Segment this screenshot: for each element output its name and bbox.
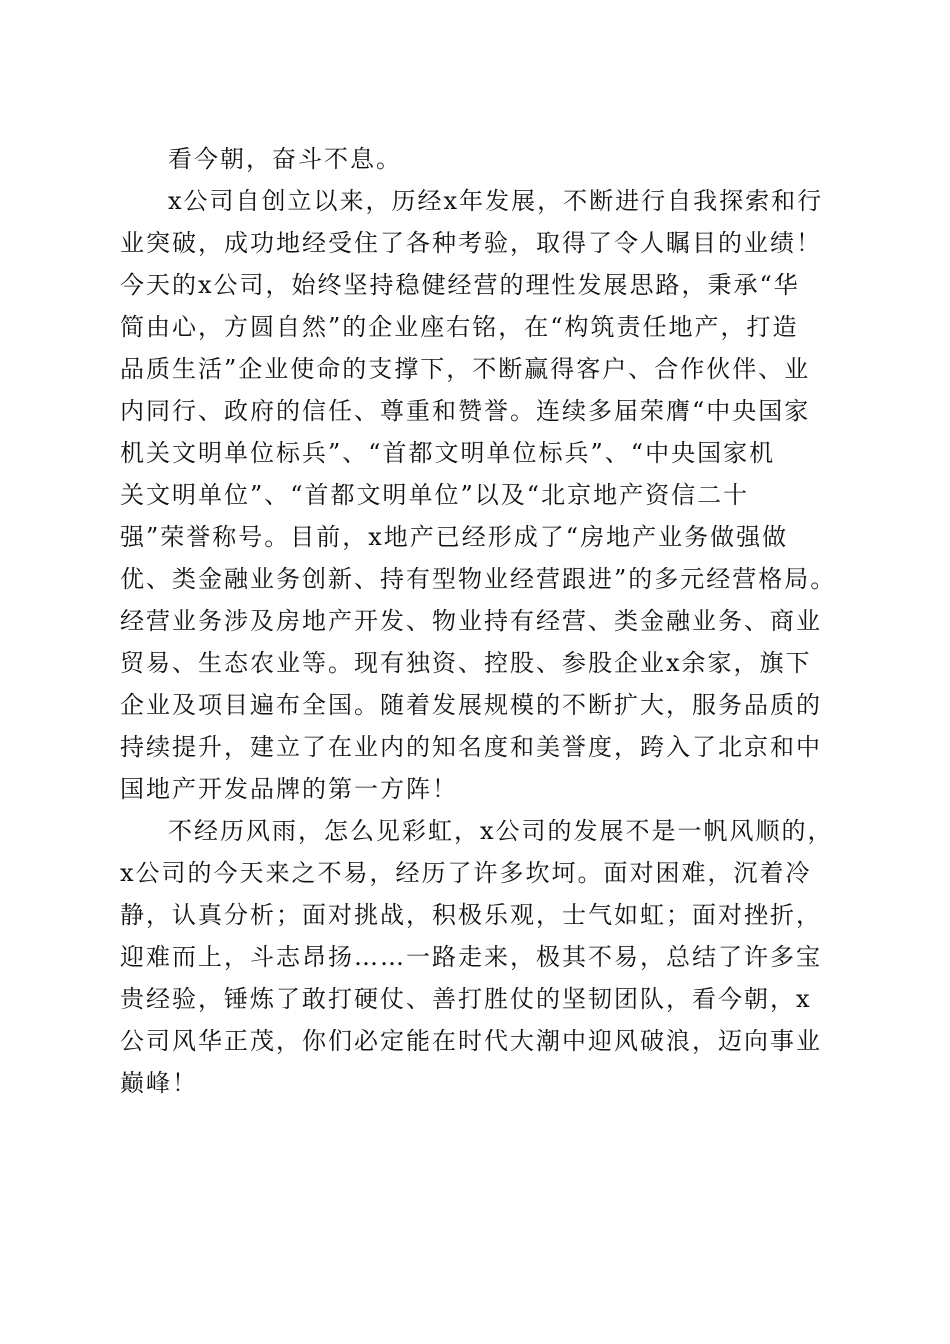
paragraph-2-line-11: 经营业务涉及房地产开发、物业持有经营、类金融业务、商业 xyxy=(120,607,822,635)
paragraph-1-line-1: 看今朝，奋斗不息。 xyxy=(168,145,402,173)
paragraph-2-line-7: 机关文明单位标兵”、“首都文明单位标兵”、“中央国家机 xyxy=(120,439,776,467)
paragraph-3-line-1: 不经历风雨，怎么见彩虹，x公司的发展不是一帆风顺的， xyxy=(168,817,834,845)
paragraph-2-line-15: 国地产开发品牌的第一方阵！ xyxy=(120,775,458,803)
document-body xyxy=(120,138,840,1104)
paragraph-2-line-5: 品质生活”企业使命的支撑下，不断赢得客户、合作伙伴、业 xyxy=(120,355,811,383)
paragraph-2-line-2: 业突破，成功地经受住了各种考验，取得了令人瞩目的业绩！ xyxy=(120,229,822,257)
paragraph-2-line-1: x公司自创立以来，历经x年发展，不断进行自我探索和行 xyxy=(168,187,824,215)
paragraph-3-line-5: 贵经验，锤炼了敢打硬仗、善打胜仗的坚韧团队，看今朝，x xyxy=(120,985,812,1013)
paragraph-2-line-9: 强”荣誉称号。目前，x地产已经形成了“房地产业务做强做 xyxy=(120,523,789,551)
paragraph-2-line-6: 内同行、政府的信任、尊重和赞誉。连续多届荣膺“中央国家 xyxy=(120,397,811,425)
paragraph-3-line-6: 公司风华正茂，你们必定能在时代大潮中迎风破浪，迈向事业 xyxy=(120,1027,822,1055)
paragraph-3-line-4: 迎难而上，斗志昂扬……一路走来，极其不易，总结了许多宝 xyxy=(120,943,822,971)
paragraph-3-line-3: 静，认真分析；面对挑战，积极乐观，士气如虹；面对挫折， xyxy=(120,901,822,929)
paragraph-2-line-14: 持续提升，建立了在业内的知名度和美誉度，跨入了北京和中 xyxy=(120,733,822,761)
paragraph-3-line-7: 巅峰！ xyxy=(120,1069,198,1097)
paragraph-2-line-4: 简由心，方圆自然”的企业座右铭，在“构筑责任地产，打造 xyxy=(120,313,799,341)
paragraph-3-line-2: x公司的今天来之不易，经历了许多坎坷。面对困难，沉着冷 xyxy=(120,859,812,887)
paragraph-2-line-10: 优、类金融业务创新、持有型物业经营跟进”的多元经营格局。 xyxy=(120,565,837,593)
paragraph-2-line-3: 今天的x公司，始终坚持稳健经营的理性发展思路，秉承“华 xyxy=(120,271,800,299)
paragraph-2-line-13: 企业及项目遍布全国。随着发展规模的不断扩大，服务品质的 xyxy=(120,691,822,719)
paragraph-2-line-12: 贸易、生态农业等。现有独资、控股、参股企业x余家，旗下 xyxy=(120,649,812,677)
paragraph-2-line-8: 关文明单位”、“首都文明单位”以及“北京地产资信二十 xyxy=(120,481,750,509)
